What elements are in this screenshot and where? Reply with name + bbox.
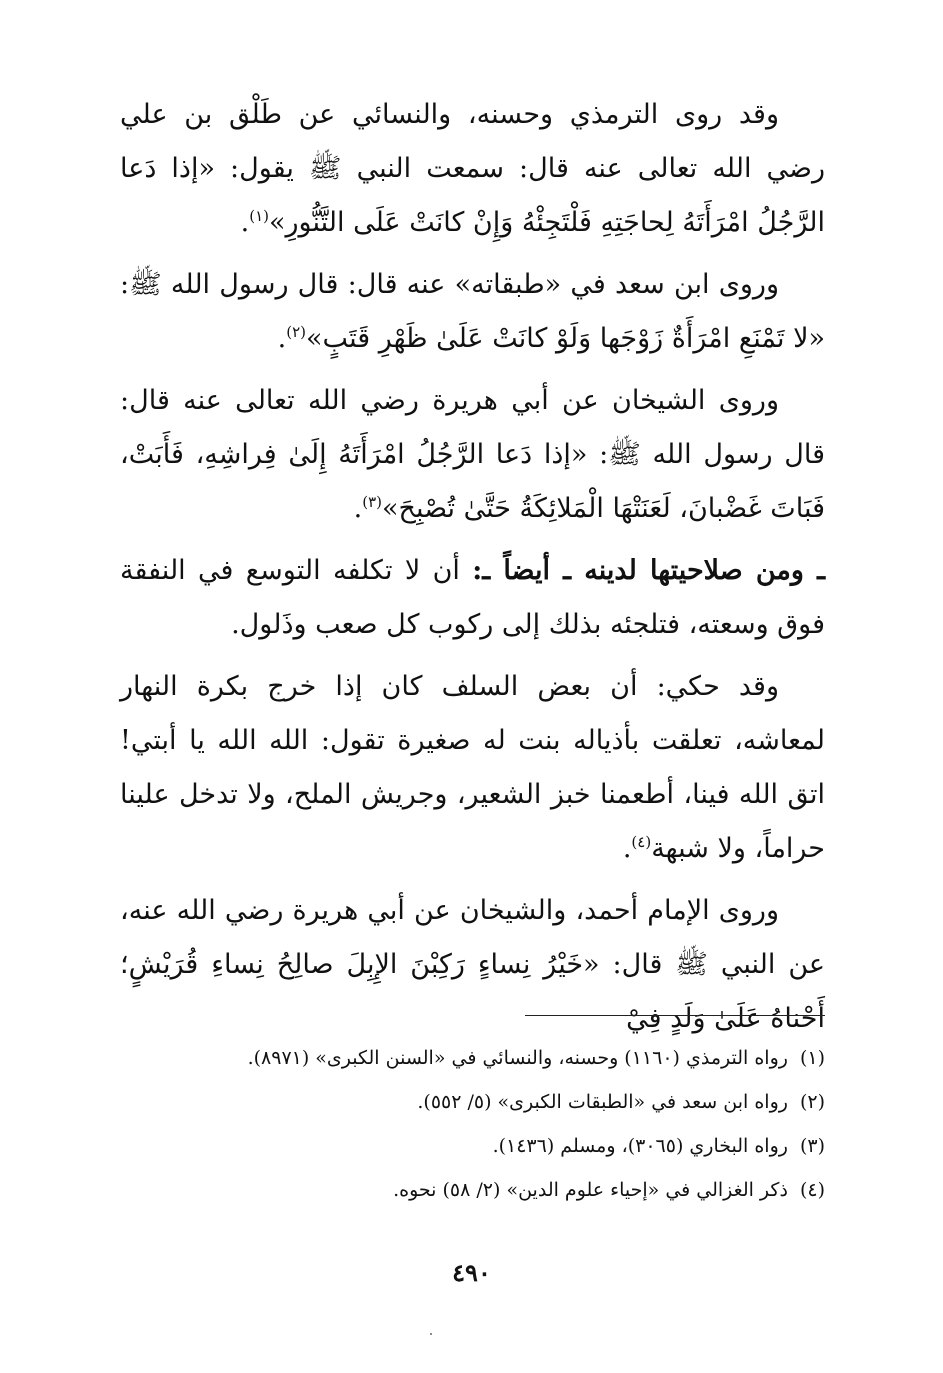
paragraph-text: وروى الشيخان عن أبي هريرة رضي الله تعالى عنه قال: قال رسول الله ﷺ: «إذا دَعا الرَّجُلُ امْرَأَتَهُ إِلَىٰ فِراشِهِ، فَأَبَتْ، فَبَاتَ غَضْبانَ، لَعَنَتْهَا الْمَلائِكَةُ حَتَّىٰ تُصْبِحَ» [120, 385, 825, 524]
paragraph-2 [120, 258, 825, 366]
footnote-4 [120, 1168, 825, 1212]
paragraph-5 [120, 660, 825, 876]
footnote-text: رواه ابن سعد في «الطبقات الكبرى» (٥/ ٥٥٢). [417, 1091, 788, 1113]
paragraph-end: . [240, 207, 250, 238]
paragraph-text: وروى الإمام أحمد، والشيخان عن أبي هريرة رضي الله عنه، عن النبي ﷺ قال: «خَيْرُ نِساءٍ رَكِبْنَ الإِبِلَ صالِحُ نِساءِ قُرَيْشٍ؛ أَحْناهُ عَلَىٰ وَلَدٍ فِيْ [120, 895, 825, 1034]
footnote-separator [525, 1015, 825, 1016]
main-text [120, 88, 825, 1054]
paragraph-lead: ـ ومن صلاحيتها لدينه ـ أيضاً ـ: [472, 555, 825, 586]
paragraph-end: . [622, 833, 632, 864]
footnote-number: (٣) [799, 1135, 825, 1157]
footnote-2 [120, 1080, 825, 1124]
footnote-text: ذكر الغزالي في «إحياء علوم الدين» (٢/ ٥٨) نحوه. [393, 1179, 788, 1201]
footnote-number: (٤) [799, 1179, 825, 1201]
footnote-text: رواه البخاري (٣٠٦٥)، ومسلم (١٤٣٦). [492, 1135, 788, 1157]
paragraph-6 [120, 884, 825, 1046]
paragraph-text: وقد روى الترمذي وحسنه، والنسائي عن طَلْق بن علي رضي الله تعالى عنه قال: سمعت النبي ﷺ يقول: «إذا دَعا الرَّجُلُ امْرَأَتَهُ لِحاجَتِهِ فَلْتَجِئْهُ وَإِنْ كانَتْ عَلَى التَّنُّورِ» [120, 99, 825, 238]
scan-speck [430, 1333, 432, 1335]
paragraph-end: . [277, 323, 287, 354]
footnote-ref: (١) [249, 207, 269, 225]
page-number: ٤٩٠ [452, 1258, 491, 1287]
footnote-1 [120, 1036, 825, 1080]
footnote-3 [120, 1124, 825, 1168]
footnote-ref: (٣) [362, 493, 382, 511]
paragraph-text: وقد حكي: أن بعض السلف كان إذا خرج بكرة النهار لمعاشه، تعلقت بأذياله بنت له صغيرة تقول: الله الله يا أبتي! اتق الله فينا، أطعمنا خبز الشعير، وجريش الملح، ولا تدخل علينا حراماً، ولا شبهة [120, 671, 825, 864]
footnote-ref: (٤) [631, 833, 652, 851]
footnote-number: (٢) [799, 1091, 825, 1113]
paragraph-text: وروى ابن سعد في «طبقاته» عنه قال: قال رسول الله ﷺ: «لا تَمْنَعِ امْرَأَةٌ زَوْجَها وَلَوْ كانَتْ عَلَىٰ ظَهْرِ قَتَبٍ» [120, 269, 825, 354]
paragraph-text: أن لا تكلفه التوسع في النفقة فوق وسعته، فتلجئه بذلك إلى ركوب كل صعب وذَلول. [120, 555, 825, 640]
paragraph-1 [120, 88, 825, 250]
footnote-text: رواه الترمذي (١١٦٠) وحسنه، والنسائي في «السنن الكبرى» (٨٩٧١). [247, 1047, 788, 1069]
paragraph-end: . [353, 493, 363, 524]
paragraph-3 [120, 374, 825, 536]
footnote-ref: (٢) [286, 323, 307, 341]
footnote-number: (١) [799, 1047, 825, 1069]
paragraph-4 [120, 544, 825, 652]
footnotes [120, 1036, 825, 1212]
